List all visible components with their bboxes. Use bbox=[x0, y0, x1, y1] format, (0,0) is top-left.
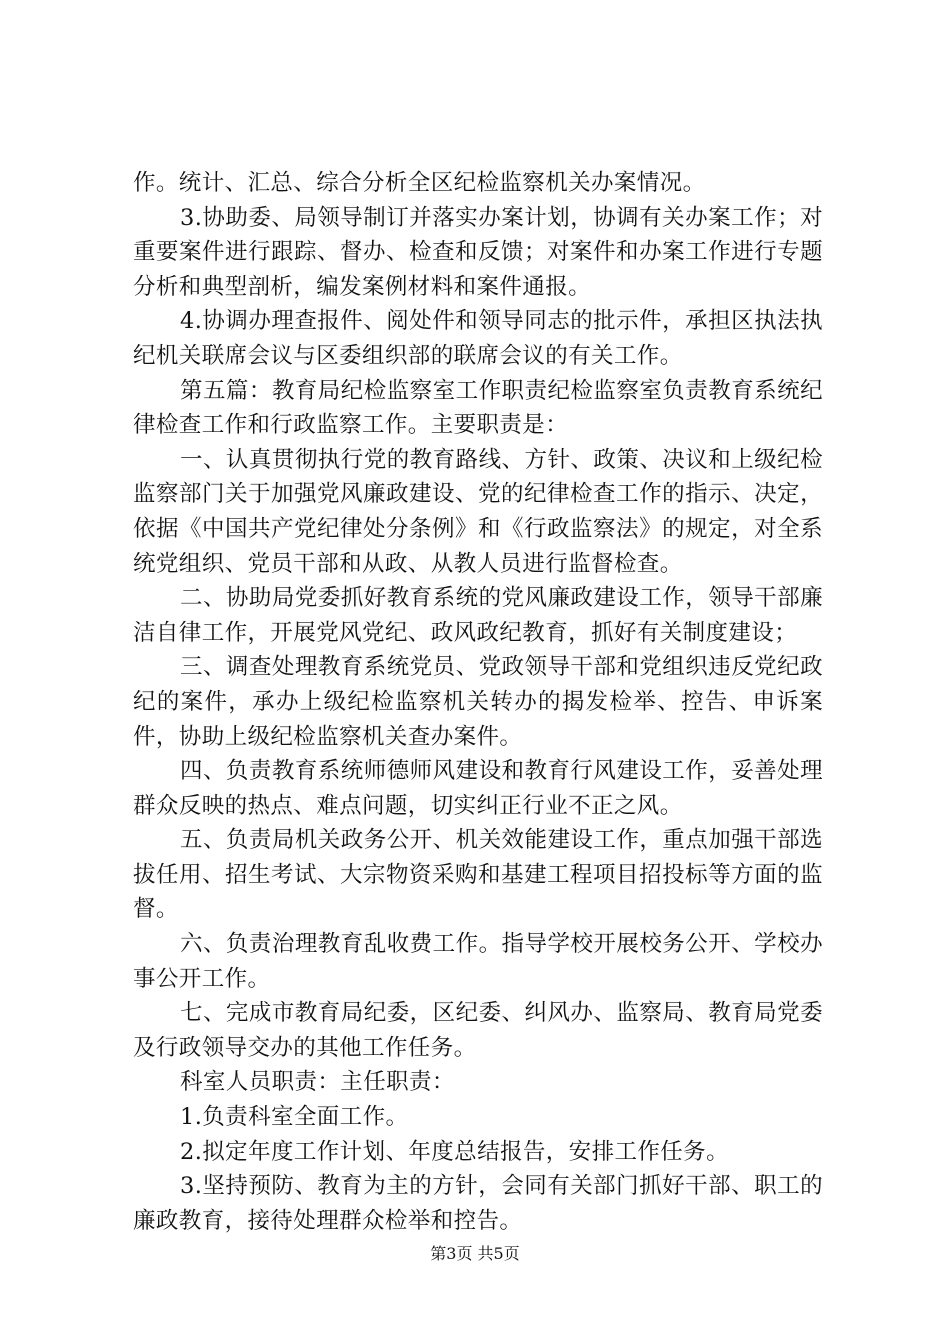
paragraph-12: 科室人员职责：主任职责： bbox=[180, 1069, 455, 1096]
paragraph-9: 五、负责局机关政务公开、机关效能建设工作，重点加强干部选拔任用、招生考试、大宗物资采购和基建工程项目招投标等方面的监督。 bbox=[133, 827, 823, 923]
paragraph-14: 2.拟定年度工作计划、年度总结报告，安排工作任务。 bbox=[180, 1138, 729, 1165]
paragraph-13: 1.负责科室全面工作。 bbox=[180, 1104, 409, 1131]
paragraph-11: 七、完成市教育局纪委，区纪委、纠风办、监察局、教育局党委及行政领导交办的其他工作任务。 bbox=[133, 1000, 823, 1061]
paragraph-8: 四、负责教育系统师德师风建设和教育行风建设工作，妥善处理群众反映的热点、难点问题，切实纠正行业不正之风。 bbox=[133, 758, 823, 819]
paragraph-6: 二、协助局党委抓好教育系统的党风廉政建设工作，领导干部廉洁自律工作，开展党风党纪、政风政纪教育，抓好有关制度建设； bbox=[133, 585, 823, 646]
paragraph-10: 六、负责治理教育乱收费工作。指导学校开展校务公开、学校办事公开工作。 bbox=[133, 931, 823, 992]
paragraph-3: 4.协调办理查报件、阅处件和领导同志的批示件，承担区执法执纪机关联席会议与区委组织部的联席会议的有关工作。 bbox=[133, 308, 823, 369]
paragraph-1: 作。统计、汇总、综合分析全区纪检监察机关办案情况。 bbox=[133, 170, 706, 196]
paragraph-2: 3.协助委、局领导制订并落实办案计划，协调有关办案工作；对重要案件进行跟踪、督办、检查和反馈；对案件和办案工作进行专题分析和典型剖析，编发案例材料和案件通报。 bbox=[133, 204, 823, 300]
paragraph-7: 三、调查处理教育系统党员、党政领导干部和党组织违反党纪政纪的案件，承办上级纪检监察机关转办的揭发检举、控告、申诉案件，协助上级纪检监察机关查办案件。 bbox=[133, 654, 823, 750]
paragraph-5: 一、认真贯彻执行党的教育路线、方针、政策、决议和上级纪检监察部门关于加强党风廉政建设、党的纪律检查工作的指示、决定，依据《中国共产党纪律处分条例》和《行政监察法》的规定，对全系统党组织、党员干部和从政、从教人员进行监督检查。 bbox=[133, 446, 823, 577]
page-footer: 第3页 共5页 bbox=[430, 1244, 520, 1263]
document-body bbox=[133, 166, 823, 1238]
paragraph-4: 第五篇：教育局纪检监察室工作职责纪检监察室负责教育系统纪律检查工作和行政监察工作。主要职责是： bbox=[133, 377, 823, 439]
paragraph-15: 3.坚持预防、教育为主的方针，会同有关部门抓好干部、职工的廉政教育，接待处理群众检举和控告。 bbox=[133, 1173, 823, 1234]
